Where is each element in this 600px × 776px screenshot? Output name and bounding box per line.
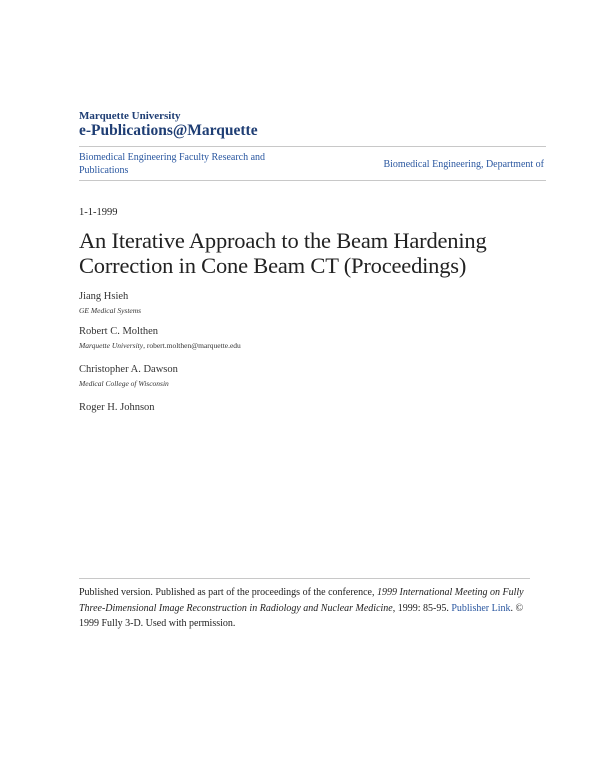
author-affiliation: Marquette University, robert.molthen@marquette.edu [79, 341, 241, 350]
author-affiliation: GE Medical Systems [79, 306, 142, 315]
author-name: Robert C. Molthen [79, 326, 159, 337]
publication-note: Published version. Published as part of the proceedings of the conference, 1999 International Meeting on Fully Three-Dimensional Image Reconstruction in Radiology and Nuclear Medicine, 1999: 85-95. Publisher Link. © 1999 Fully 3-D. Used with permission. [79, 587, 524, 629]
footer-divider [79, 578, 530, 579]
author-name: Christopher A. Dawson [79, 364, 178, 375]
repository-name[interactable]: e-Publications@Marquette [79, 122, 258, 139]
author-email: , robert.molthen@marquette.edu [143, 341, 241, 350]
collection-link-department[interactable]: Biomedical Engineering, Department of [383, 159, 544, 170]
header-divider-top [79, 146, 546, 147]
publication-date: 1-1-1999 [79, 207, 118, 218]
collection-link-faculty-research[interactable]: Biomedical Engineering Faculty Research and Publications [79, 152, 266, 176]
author-name: Roger H. Johnson [79, 402, 155, 413]
institution-name: Marquette University [79, 110, 181, 122]
conference-name: 1999 International Meeting on Fully Three-Dimensional Image Reconstruction in Radiology and Nuclear Medicine [79, 587, 524, 614]
document-title: An Iterative Approach to the Beam Hardening Correction in Cone Beam CT (Proceedings) [79, 228, 487, 278]
header-divider-bottom [79, 180, 546, 181]
publisher-link[interactable]: Publisher Link [451, 602, 511, 614]
author-affiliation: Medical College of Wisconsin [79, 379, 169, 388]
author-name: Jiang Hsieh [79, 291, 129, 302]
